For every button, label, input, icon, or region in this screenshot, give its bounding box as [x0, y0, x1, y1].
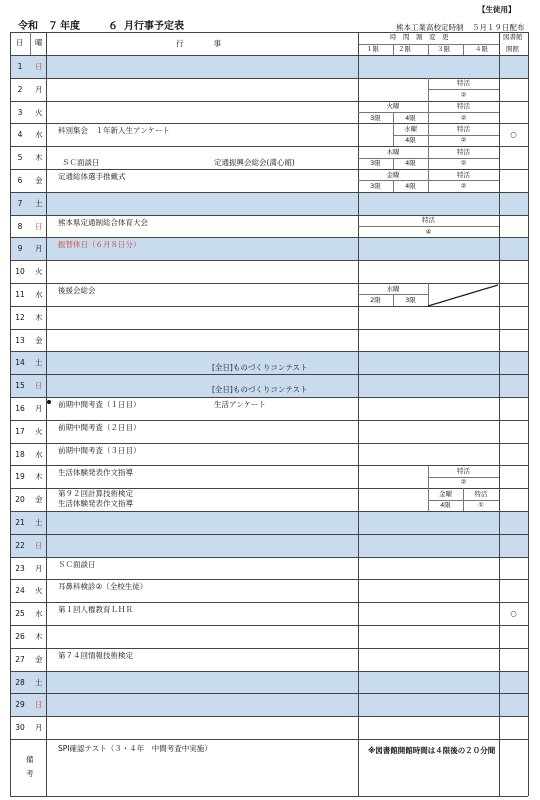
- day-number: 21: [15, 518, 25, 527]
- event-text: 定通総体選手推戴式: [58, 172, 126, 181]
- sched-cell: 水曜: [386, 284, 400, 293]
- event-text: 前期中間考査（２日目）: [58, 422, 141, 432]
- day-number: 24: [15, 586, 25, 596]
- day-number: 19: [15, 472, 25, 482]
- day-number: 15: [15, 381, 25, 391]
- sched-cell: 4限: [440, 501, 451, 510]
- weekday-label: 水: [35, 609, 43, 619]
- event-text: 前期中間考査（３日目）: [58, 445, 141, 455]
- event-text: 振替休日（６月８日分）: [58, 240, 141, 250]
- sched-cell: 金曜: [386, 170, 400, 179]
- weekday-header: 曜: [35, 38, 43, 47]
- sched-cell: 4限: [405, 136, 416, 145]
- weekday-label: 日: [35, 62, 43, 71]
- event-text: 生活アンケート: [214, 400, 267, 409]
- weekday-label: 日: [35, 700, 43, 710]
- day-number: 29: [15, 700, 25, 710]
- event-text: 第９２回計算技術検定: [58, 489, 133, 499]
- sched-cell: 4限: [405, 113, 416, 122]
- sched-cell: 特活: [457, 147, 470, 156]
- weekday-label: 木: [35, 153, 43, 163]
- day-number: 23: [15, 563, 25, 573]
- year-unit: 年度: [60, 21, 80, 32]
- library-open-mark: ○: [510, 609, 517, 619]
- day-number: 17: [15, 426, 25, 436]
- weekday-label: 火: [35, 267, 43, 277]
- period-header-2: ２限: [398, 45, 411, 53]
- day-number: 8: [17, 221, 23, 231]
- event-text: 前期中間考査（１日目）: [58, 400, 141, 409]
- day-number: 7: [17, 198, 23, 208]
- remarks-label-top: 備: [26, 755, 34, 764]
- day-number: 13: [15, 335, 25, 345]
- event-text: [全日]ものづくりコンテスト: [212, 385, 308, 395]
- weekday-label: 土: [35, 677, 43, 687]
- sched-cell: ②: [460, 136, 467, 145]
- sched-cell: 火曜: [386, 102, 400, 111]
- weekday-label: 金: [35, 495, 43, 505]
- day-number: 3: [17, 107, 23, 117]
- weekday-label: 金: [35, 654, 43, 664]
- event-text: 第７４回情報技術検定: [58, 650, 133, 660]
- library-hours-note: ※図書館開館時間は４限後の２０分間: [368, 746, 496, 755]
- event-text: [全日]ものづくりコンテスト: [212, 363, 308, 373]
- event-text: ＳＣ面談日: [62, 158, 100, 168]
- weekday-label: 火: [35, 586, 43, 596]
- weekday-label: 木: [35, 472, 43, 482]
- day-number: 2: [17, 84, 23, 94]
- weekday-label: 月: [35, 404, 43, 413]
- day-number: 18: [15, 449, 25, 459]
- sched-cell: 3限: [405, 295, 416, 304]
- weekday-label: 土: [35, 358, 43, 368]
- sched-cell: 特活: [474, 489, 488, 498]
- event-text: 熊本県定通制総合体育大会: [58, 217, 148, 227]
- weekday-label: 土: [35, 198, 43, 208]
- day-number: 28: [15, 677, 25, 687]
- page-title: 月行事予定表: [124, 21, 184, 32]
- sched-cell: ④: [425, 227, 432, 236]
- library-header-top: 図書館: [503, 33, 523, 41]
- sched-cell: ②: [460, 181, 467, 190]
- weekday-label: 水: [35, 449, 43, 459]
- sched-cell: 特活: [457, 466, 470, 475]
- day-header: 日: [16, 38, 24, 47]
- weekday-label: 金: [35, 176, 43, 185]
- sched-cell: 3限: [370, 159, 381, 168]
- day-number: 26: [15, 632, 25, 641]
- day-number: 9: [17, 244, 23, 254]
- period-header-4: ４限: [475, 45, 488, 53]
- issuer: 熊本工業高校定時制: [396, 23, 464, 32]
- day-number: 30: [15, 723, 25, 733]
- event-text: 生活体験発表作文指導: [58, 499, 133, 509]
- day-number: 1: [17, 62, 23, 71]
- day-number: 12: [15, 312, 25, 322]
- day-number: 14: [15, 358, 25, 368]
- day-number: 20: [15, 495, 25, 505]
- event-text: 定通振興会総会(満心館): [214, 158, 295, 168]
- day-number: 22: [15, 540, 25, 550]
- day-number: 16: [15, 404, 25, 413]
- weekday-label: 月: [35, 563, 43, 573]
- sched-cell: 金曜: [439, 489, 452, 498]
- weekday-label: 月: [35, 84, 43, 94]
- sched-cell: 2限: [370, 295, 381, 304]
- day-number: 11: [15, 290, 25, 299]
- sched-cell: 4限: [405, 159, 416, 168]
- weekday-label: 木: [35, 312, 43, 322]
- sched-cell: 4限: [405, 181, 416, 190]
- sched-cell: 特活: [457, 79, 470, 88]
- remarks-text: SPI確認テスト（３・４年 中間考査中実施）: [58, 744, 212, 753]
- sched-cell: ②: [460, 159, 467, 168]
- period-header-3: ３限: [437, 45, 450, 53]
- event-text: 生活体験発表作文指導: [58, 468, 133, 478]
- day-number: 25: [15, 609, 25, 619]
- weekday-label: 日: [35, 221, 43, 231]
- issue-date: ５月１９日配布: [472, 23, 525, 32]
- weekday-label: 木: [35, 632, 43, 641]
- period-header-1: １限: [366, 45, 379, 53]
- event-text: 第１回人権教育ＬＨＲ: [58, 605, 133, 615]
- day-number: 27: [15, 654, 25, 664]
- month-number: ６: [108, 21, 118, 32]
- event-text: ＳＣ面談日: [58, 559, 96, 569]
- day-number: 6: [17, 176, 23, 185]
- sched-cell: 特活: [422, 216, 435, 225]
- day-number: 4: [17, 130, 23, 140]
- event-text: 科別集会 １年新入生アンケート: [58, 126, 171, 136]
- library-open-mark: ○: [510, 130, 517, 140]
- weekday-label: 土: [35, 518, 43, 527]
- sched-cell: 木曜: [386, 147, 400, 156]
- sched-cell: 3限: [370, 181, 381, 190]
- weekday-label: 火: [35, 426, 43, 436]
- weekday-label: 金: [35, 335, 43, 345]
- era-label: 令和: [18, 21, 38, 32]
- sched-cell: 特活: [457, 102, 470, 111]
- weekday-label: 火: [35, 107, 43, 117]
- student-badge: 【生徒用】: [478, 5, 516, 14]
- weekday-label: 水: [35, 290, 43, 299]
- sched-cell: ②: [460, 113, 467, 122]
- sched-cell: 水曜: [404, 124, 417, 133]
- sched-cell: 特活: [457, 170, 470, 179]
- sched-cell: ②: [460, 90, 467, 99]
- weekday-label: 水: [35, 130, 43, 140]
- weekday-label: 日: [35, 540, 43, 550]
- sched-cell: ①: [478, 501, 484, 510]
- library-header-bottom: 開館: [506, 45, 519, 53]
- event-text: 後援会総会: [58, 286, 96, 295]
- weekday-label: 日: [35, 381, 43, 391]
- remarks-label-bottom: 考: [26, 769, 34, 778]
- sched-cell: 3限: [370, 113, 381, 122]
- events-header: 行 事: [176, 39, 221, 48]
- schedule-change-header: 時 間 割 変 更: [390, 33, 449, 41]
- weekday-label: 月: [35, 723, 43, 733]
- sched-cell: 特活: [457, 124, 470, 133]
- day-number: 10: [15, 267, 25, 277]
- weekday-label: 月: [35, 244, 43, 254]
- sched-cell: ②: [460, 478, 467, 487]
- event-text: 耳鼻科検診②（全校生徒）: [58, 582, 148, 592]
- year-number: ７: [48, 21, 58, 32]
- day-number: 5: [17, 153, 23, 163]
